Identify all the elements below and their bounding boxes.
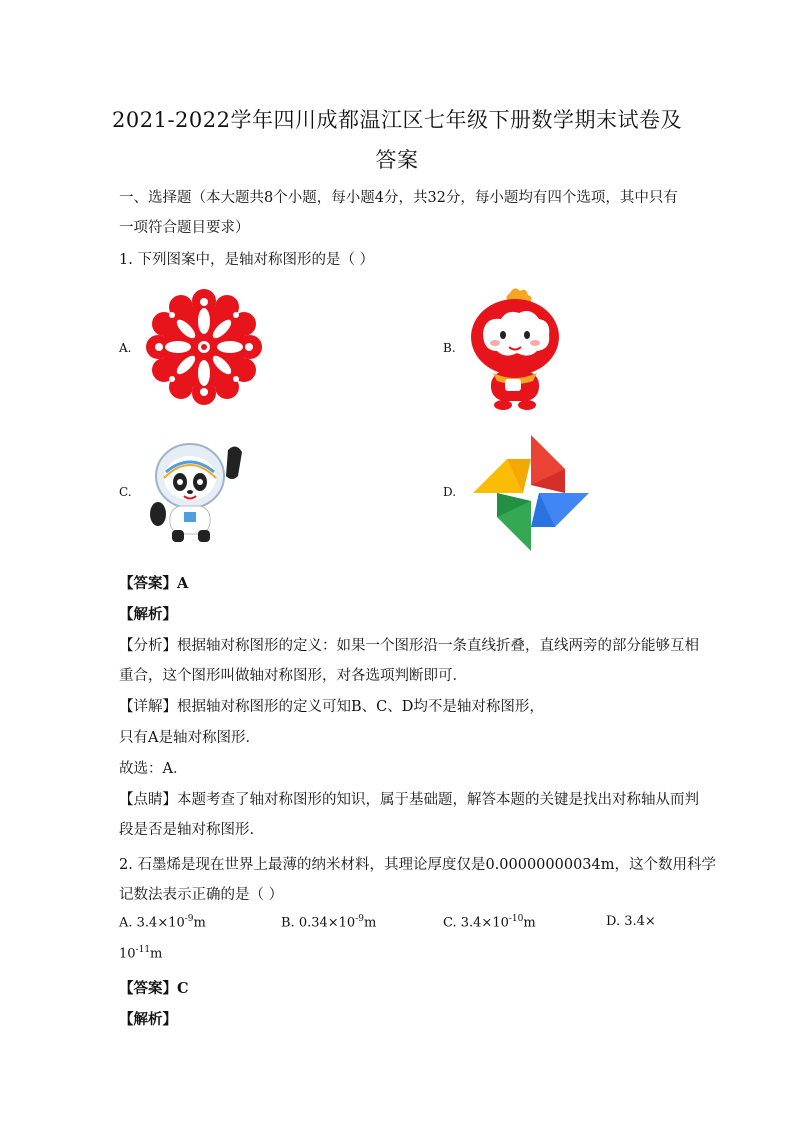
q2-option-a: A. $3.4\times 10^{-9}m$ — [119, 914, 206, 931]
red-paper-cut-flower-icon — [144, 289, 264, 405]
pinwheel-logo-icon — [470, 432, 592, 554]
q2-stem-line2: 记数法表示正确的是（ ） — [119, 887, 284, 903]
q1-remark-line2: 段是否是轴对称图形． — [119, 822, 264, 838]
q1-option-c-label: C. — [119, 485, 132, 499]
q1-stem: 1. 下列图案中，是轴对称图形的是（ ） — [119, 252, 375, 268]
q2-option-b: B. $0.34\times 10^{-9}m$ — [281, 914, 377, 931]
q1-option-b-label: B. — [443, 341, 456, 355]
q2-option-d: D. 3.4× — [606, 914, 656, 929]
q2-analysis-heading: 【解析】 — [119, 1011, 177, 1028]
q1-detail-line2: 只有A是轴对称图形． — [119, 730, 260, 746]
q1-answer: 【答案】A — [119, 575, 189, 592]
q1-analysis-fenxi-line2: 重合，这个图形叫做轴对称图形，对各选项判断即可． — [119, 668, 467, 684]
panda-mascot-icon — [140, 432, 246, 544]
doc-title-line1: 2021-2022学年四川成都温江区七年级下册数学期末试卷及 — [112, 108, 682, 132]
q1-conclusion: 故选：A． — [119, 761, 188, 777]
q1-option-d-label: D. — [443, 485, 457, 499]
q2-answer: 【答案】C — [119, 980, 189, 997]
q1-analysis-heading: 【解析】 — [119, 606, 177, 623]
q2-stem-line1: 2. 石墨烯是现在世界上最薄的纳米材料，其理论厚度仅是0.00000000034m，这个数用科学 — [119, 857, 717, 873]
q2-option-d-continued: $10^{-11}m$ — [119, 945, 163, 962]
q1-detail-line1: 【详解】根据轴对称图形的定义可知B、C、D均不是轴对称图形， — [119, 699, 544, 715]
q2-option-c: C. $3.4\times 10^{-10}m$ — [443, 914, 536, 931]
q1-option-a-label: A. — [119, 341, 132, 355]
doc-title-line2: 答案 — [375, 148, 419, 172]
red-lantern-mascot-icon — [465, 283, 565, 411]
section-heading-line2: 一项符合题目要求） — [119, 220, 250, 236]
q1-analysis-fenxi-line1: 【分析】根据轴对称图形的定义：如果一个图形沿一条直线折叠，直线两旁的部分能够互相 — [119, 638, 699, 654]
q1-remark-line1: 【点睛】本题考查了轴对称图形的知识，属于基础题，解答本题的关键是找出对称轴从而判 — [119, 792, 699, 808]
section-heading-line1: 一、选择题（本大题共8个小题，每小题4分，共32分，每小题均有四个选项，其中只有 — [119, 190, 678, 206]
